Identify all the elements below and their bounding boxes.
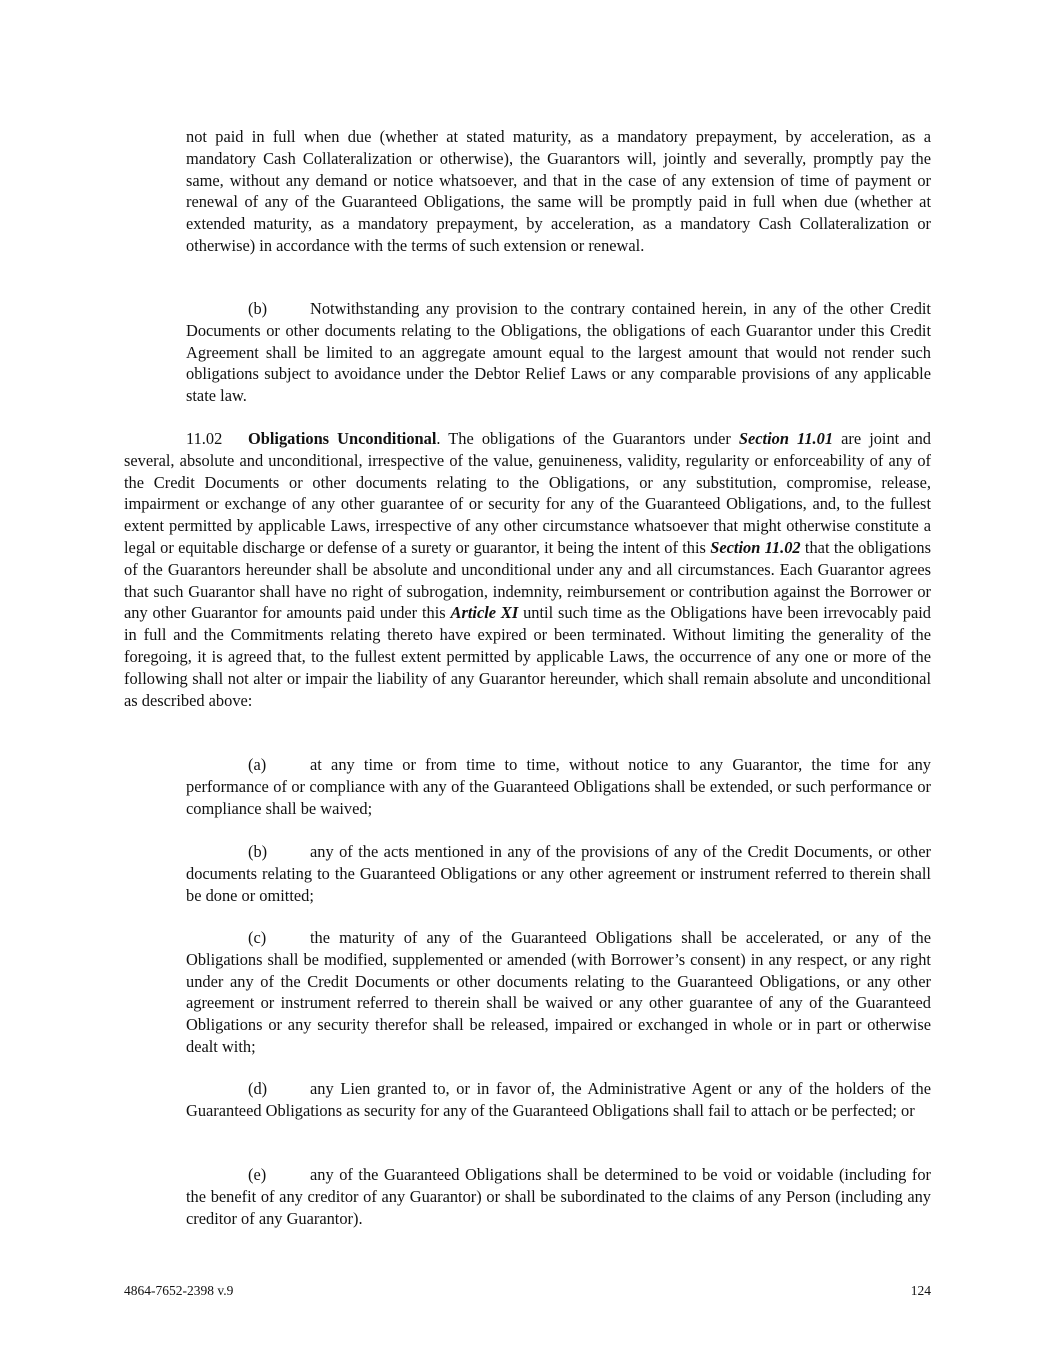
section-text-1: . The obligations of the Guarantors under [436,429,739,448]
list-item [186,841,931,906]
item-text: at any time or from time to time, without notice to any Guarantor, the time for any performance of or compliance with any of the Guaranteed Obligations shall be extended, or such performance or compliance shall be waived; [186,755,931,818]
item-label: (b) [248,842,268,861]
list-item [186,754,931,819]
list-item [186,1078,931,1122]
item-label: (d) [248,1079,268,1098]
item-text: the maturity of any of the Guaranteed Obligations shall be accelerated, or any of the Obligations shall be modified, supplemented or amended (with Borrower’s consent) in any respect, or any right under any of the Credit Documents or other documents relating to the Guaranteed Obligations, or any other agreement or instrument referred to therein shall be waived or any other guarantee of any of the Guaranteed Obligations or any security therefor shall be released, impaired or exchanged in whole or in part or otherwise dealt with; [186,928,931,1056]
item-label: (a) [248,755,267,774]
item-text: any Lien granted to, or in favor of, the Administrative Agent or any of the holders of the Guaranteed Obligations as security for any of the Guaranteed Obligations shall fail to attach or be perfected; or [186,1079,931,1120]
paragraph-text: Notwithstanding any provision to the contrary contained herein, in any of the other Credit Documents or other documents relating to the Obligations, the obligations of each Guarantor under this Credit Agreement shall be limited to an aggregate amount equal to the largest amount that would not render such obligations subject to avoidance under the Debtor Relief Laws or any comparable provisions of any applicable state law. [186,299,931,406]
section-heading: Obligations Unconditional [248,429,437,448]
continuation-paragraph [186,126,931,257]
article-reference-xi: Article XI [450,603,519,623]
item-label: (e) [248,1165,267,1184]
item-text: any of the Guaranteed Obligations shall be determined to be void or voidable (including for the benefit of any creditor of any Guarantor) or shall be subordinated to the claims of any Person (including any creditor of any Guarantor). [186,1165,931,1228]
section-reference-11-02: Section 11.02 [710,537,801,557]
section-text-3: that the obligations of the Guarantors hereunder shall be absolute and unconditional under any and all circumstances. Each Guarantor agrees that such Guarantor shall have no right of subrogation, indemnity, reimbursement or contribution against the Borrower or any other Guarantor for amounts paid under this [124,537,931,623]
paragraph-b-limitation [186,298,931,407]
document-id: 4864-7652-2398 v.9 [124,1283,234,1298]
section-reference-11-01: Section 11.01 [738,429,834,448]
item-label: (c) [248,928,267,947]
list-item [186,927,931,1058]
section-number: 11.02 [186,429,223,448]
paragraph-label: (b) [248,299,268,318]
continuation-text: not paid in full when due (whether at stated maturity, as a mandatory prepayment, by acceleration, as a mandatory Cash Collateralization or otherwise), the Guarantors will, jointly and severally, promptly pay the same, without any demand or notice whatsoever, and that in the case of any extension of time of payment or renewal of any of the Guaranteed Obligations, the same will be promptly paid in full when due (whether at extended maturity, as a mandatory prepayment, by acceleration, as a mandatory Cash Collateralization or otherwise) in accordance with the terms of such extension or renewal. [186,127,931,255]
list-item [186,1164,931,1229]
section-text-2: are joint and several, absolute and unconditional, irrespective of the value, genuineness, validity, regularity or enforceability of any of the Credit Documents or other documents relating to the Obligations, or any substitution, compromise, release, impairment or exchange of any other guarantee of or security for any of the Guaranteed Obligations, and, to the fullest extent permitted by applicable Laws, irrespective of any other circumstance whatsoever that might otherwise constitute a legal or equitable discharge or defense of a surety or guarantor, it being the intent of this [124,429,931,557]
page-number: 124 [910,1283,931,1298]
section-text-4: until such time as the Obligations have been irrevocably paid in full and the Commitments relating thereto have expired or been terminated. Without limiting the generality of the foregoing, it is agreed that, to the fullest extent permitted by applicable Laws, the occurrence of any one or more of the following shall not alter or impair the liability of any Guarantor hereunder, which shall remain absolute and unconditional as described above: [124,603,931,710]
item-text: any of the acts mentioned in any of the provisions of any of the Credit Documents, or other documents relating to the Guaranteed Obligations or any other agreement or instrument referred to therein shall be done or omitted; [186,842,931,905]
section-11-02-paragraph [124,428,931,711]
